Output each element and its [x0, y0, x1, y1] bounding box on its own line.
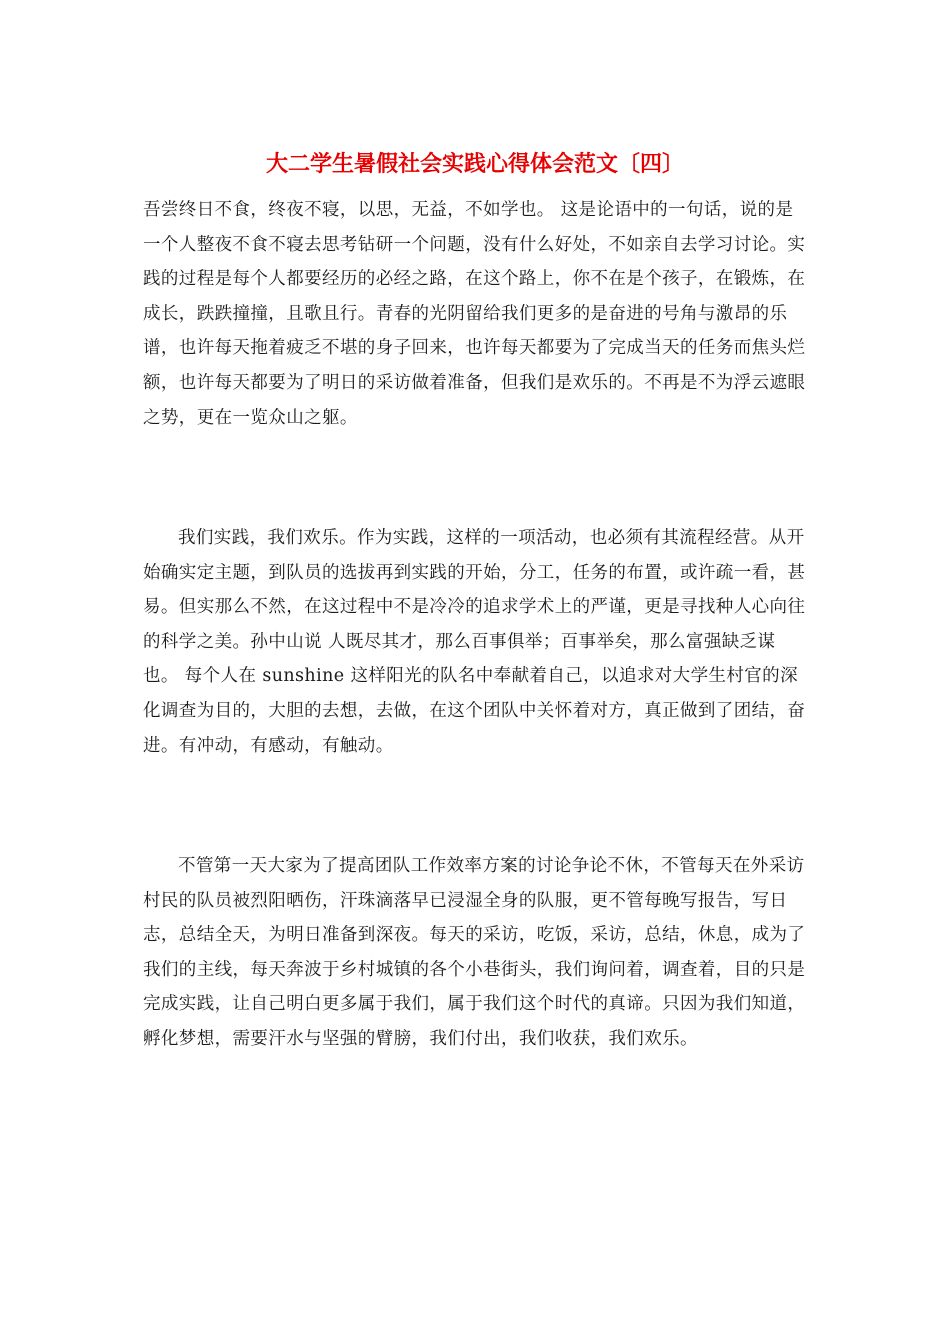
document-title: 大二学生暑假社会实践心得体会范文〔四〕: [265, 151, 684, 177]
paragraph-2: 我们实践，我们欢乐。作为实践，这样的一项活动，也必须有其流程经营。从开始确实定主题，到队员的选拔再到实践的开始，分工，任务的布置，或许疏一看，甚易。但实那么不然，在这过程中不是冷冷的追求学术上的严谨，更是寻找种人心向往的科学之美。孙中山说 人既尽其才，那么百事俱举；百事举矣，那么富强缺乏谋也。 每个人在 sunshine 这样阳光的队名中奉献着自己，以追求对大学生村官的深化调查为目的，大胆的去想，去做，在这个团队中关怀着对方，真正做到了团结，奋进。有冲动，有感动，有触动。: [143, 528, 806, 756]
paragraph-3: 不管第一天大家为了提高团队工作效率方案的讨论争论不休，不管每天在外采访村民的队员被烈阳晒伤，汗珠滴落早已浸湿全身的队服，更不管每晚写报告，写日志，总结全天，为明日准备到深夜。每天的采访，吃饭，采访，总结，休息，成为了我们的主线，每天奔波于乡村城镇的各个小巷街头，我们询问着，调查着，目的只是完成实践，让自己明白更多属于我们，属于我们这个时代的真谛。只因为我们知道，孵化梦想，需要汗水与坚强的臂膀，我们付出，我们收获，我们欢乐。: [143, 856, 806, 1049]
paragraph-1: 吾尝终日不食，终夜不寝，以思，无益，不如学也。 这是论语中的一句话，说的是一个人整夜不食不寝去思考钻研一个问题，没有什么好处，不如亲自去学习讨论。实践的过程是每个人都要经历的必经之路，在这个路上，你不在是个孩子，在锻炼，在成长，跌跌撞撞，且歌且行。青春的光阴留给我们更多的是奋进的号角与激昂的乐谱，也许每天拖着疲乏不堪的身子回来，也许每天都要为了完成当天的任务而焦头烂额，也许每天都要为了明日的采访做着准备，但我们是欢乐的。不再是不为浮云遮眼之势，更在一览众山之躯。: [143, 200, 806, 428]
